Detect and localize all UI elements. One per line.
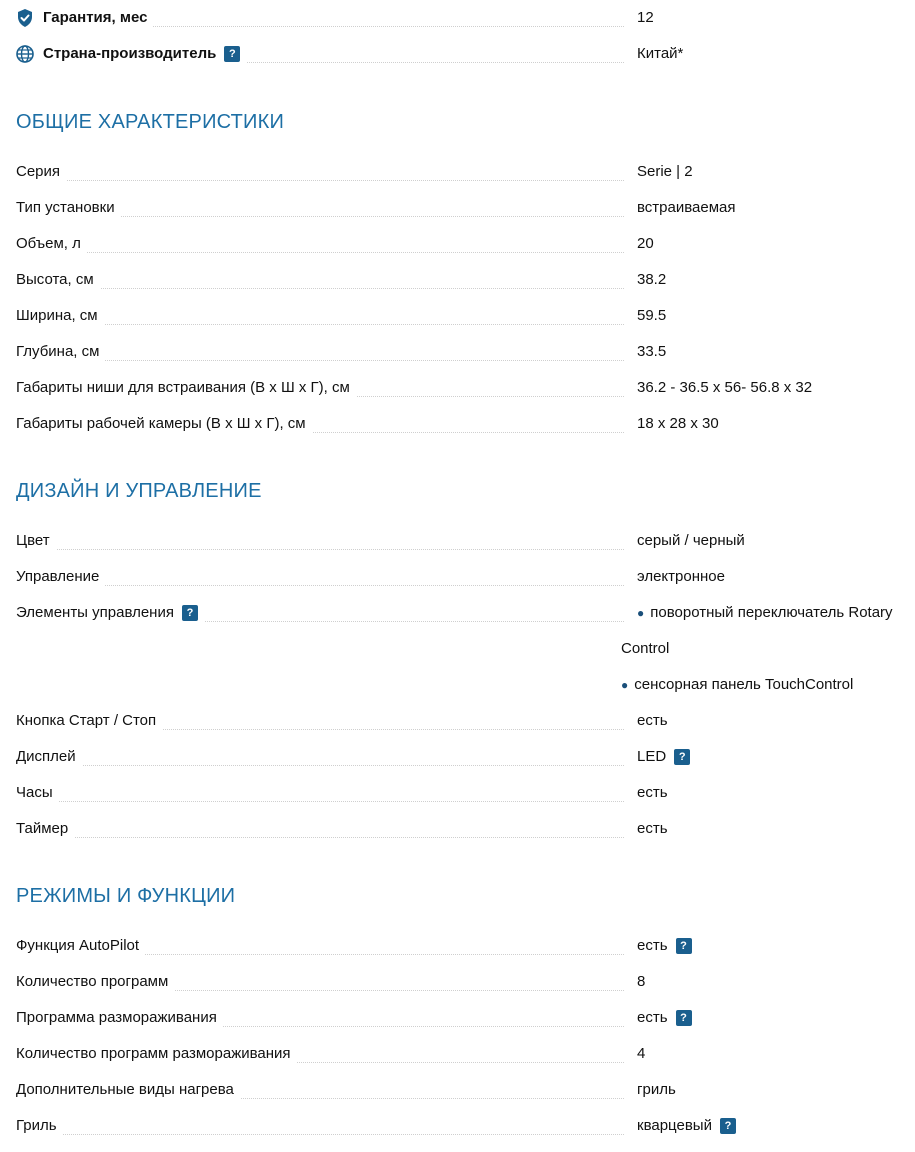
spec-row bbox=[16, 298, 915, 334]
spec-value: 59.5 bbox=[637, 307, 667, 324]
help-icon[interactable]: ? bbox=[182, 605, 198, 621]
dotted-leader bbox=[16, 288, 624, 289]
spec-value: есть bbox=[637, 712, 668, 729]
spec-row bbox=[16, 703, 915, 739]
spec-value-item: ● сенсорная панель TouchControl bbox=[621, 676, 854, 693]
spec-value: есть bbox=[637, 1009, 668, 1026]
spec-value: встраиваемая bbox=[637, 199, 736, 216]
dotted-leader bbox=[16, 1134, 624, 1135]
help-icon[interactable]: ? bbox=[720, 1118, 736, 1134]
section-title-design: ДИЗАЙН И УПРАВЛЕНИЕ bbox=[16, 480, 262, 502]
spec-value-item: ● поворотный переключатель Rotary bbox=[637, 604, 893, 621]
spec-value: LED bbox=[637, 748, 667, 765]
dotted-leader bbox=[16, 180, 624, 181]
dotted-leader bbox=[16, 360, 624, 361]
section-title-modes: РЕЖИМЫ И ФУНКЦИИ bbox=[16, 885, 236, 907]
spec-value: 8 bbox=[637, 973, 646, 990]
spec-row bbox=[16, 1036, 915, 1072]
spec-value: 36.2 - 36.5 x 56- 56.8 x 32 bbox=[637, 379, 813, 396]
spec-row bbox=[16, 262, 915, 298]
shield-check-icon bbox=[16, 9, 34, 27]
spec-row bbox=[16, 739, 915, 775]
spec-row bbox=[16, 928, 915, 964]
help-icon[interactable]: ? bbox=[676, 938, 692, 954]
spec-row bbox=[16, 559, 915, 595]
help-icon[interactable]: ? bbox=[674, 749, 690, 765]
spec-value: кварцевый bbox=[637, 1117, 712, 1134]
spec-value: 12 bbox=[637, 9, 654, 26]
spec-label: Объем, л bbox=[16, 234, 87, 254]
spec-value: Китай* bbox=[637, 45, 684, 62]
spec-label: Высота, см bbox=[16, 270, 100, 290]
help-icon[interactable]: ? bbox=[224, 46, 240, 62]
spec-label: Габариты ниши для встраивания (В х Ш х Г), см bbox=[16, 378, 356, 398]
dotted-leader bbox=[16, 324, 624, 325]
dotted-leader bbox=[16, 765, 624, 766]
spec-value: 33.5 bbox=[637, 343, 667, 360]
section-title-general: ОБЩИЕ ХАРАКТЕРИСТИКИ bbox=[16, 111, 285, 133]
spec-value: 38.2 bbox=[637, 271, 667, 288]
spec-value: серый / черный bbox=[637, 532, 745, 549]
dotted-leader bbox=[16, 837, 624, 838]
spec-label: Дополнительные виды нагрева bbox=[16, 1080, 240, 1100]
spec-value: есть bbox=[637, 937, 668, 954]
bullet-icon: ● bbox=[621, 678, 629, 692]
spec-label: Программа размораживания bbox=[16, 1008, 223, 1028]
dotted-leader bbox=[16, 549, 624, 550]
spec-label: Функция AutoPilot bbox=[16, 936, 145, 956]
spec-label: Кнопка Старт / Стоп bbox=[16, 711, 162, 731]
spec-label: Габариты рабочей камеры (В х Ш х Г), см bbox=[16, 414, 312, 434]
spec-label: Тип установки bbox=[16, 198, 121, 218]
spec-value-continuation: Control bbox=[621, 640, 670, 657]
spec-label: Количество программ bbox=[16, 972, 174, 992]
spec-value: гриль bbox=[637, 1081, 676, 1098]
spec-row bbox=[16, 154, 915, 190]
spec-row bbox=[16, 406, 915, 442]
spec-label: Часы bbox=[16, 783, 59, 803]
spec-value: электронное bbox=[637, 568, 725, 585]
spec-value: есть bbox=[637, 784, 668, 801]
spec-row-warranty bbox=[16, 0, 915, 36]
spec-label: Таймер bbox=[16, 819, 74, 839]
spec-row bbox=[16, 523, 915, 559]
spec-label: Гарантия, мес bbox=[43, 9, 148, 26]
spec-row bbox=[16, 1072, 915, 1108]
spec-label: Количество программ размораживания bbox=[16, 1044, 297, 1064]
spec-label: Гриль bbox=[16, 1116, 63, 1136]
dotted-leader bbox=[16, 252, 624, 253]
help-icon[interactable]: ? bbox=[676, 1010, 692, 1026]
spec-row bbox=[16, 334, 915, 370]
dotted-leader bbox=[16, 585, 624, 586]
dotted-leader bbox=[16, 801, 624, 802]
globe-icon bbox=[16, 45, 34, 63]
spec-row-country bbox=[16, 36, 915, 72]
spec-label: Страна-производитель bbox=[43, 45, 217, 62]
spec-label: Цвет bbox=[16, 531, 56, 551]
spec-value: 4 bbox=[637, 1045, 646, 1062]
spec-value: 18 х 28 х 30 bbox=[637, 415, 719, 432]
spec-label: Серия bbox=[16, 162, 66, 182]
spec-row bbox=[16, 964, 915, 1000]
spec-row bbox=[16, 775, 915, 811]
spec-label: Управление bbox=[16, 567, 105, 587]
spec-value: есть bbox=[637, 820, 668, 837]
spec-row bbox=[16, 370, 915, 406]
spec-value: 20 bbox=[637, 235, 654, 252]
spec-row bbox=[16, 1000, 915, 1036]
spec-label: Дисплей bbox=[16, 747, 82, 767]
spec-row bbox=[16, 595, 915, 631]
spec-row bbox=[16, 226, 915, 262]
spec-label: Элементы управления bbox=[16, 604, 174, 621]
spec-row bbox=[16, 1108, 915, 1144]
bullet-icon: ● bbox=[637, 606, 645, 620]
spec-label: Ширина, см bbox=[16, 306, 104, 326]
spec-value: Serie | 2 bbox=[637, 163, 693, 180]
spec-label: Глубина, см bbox=[16, 342, 105, 362]
spec-row bbox=[16, 811, 915, 847]
spec-row bbox=[16, 190, 915, 226]
